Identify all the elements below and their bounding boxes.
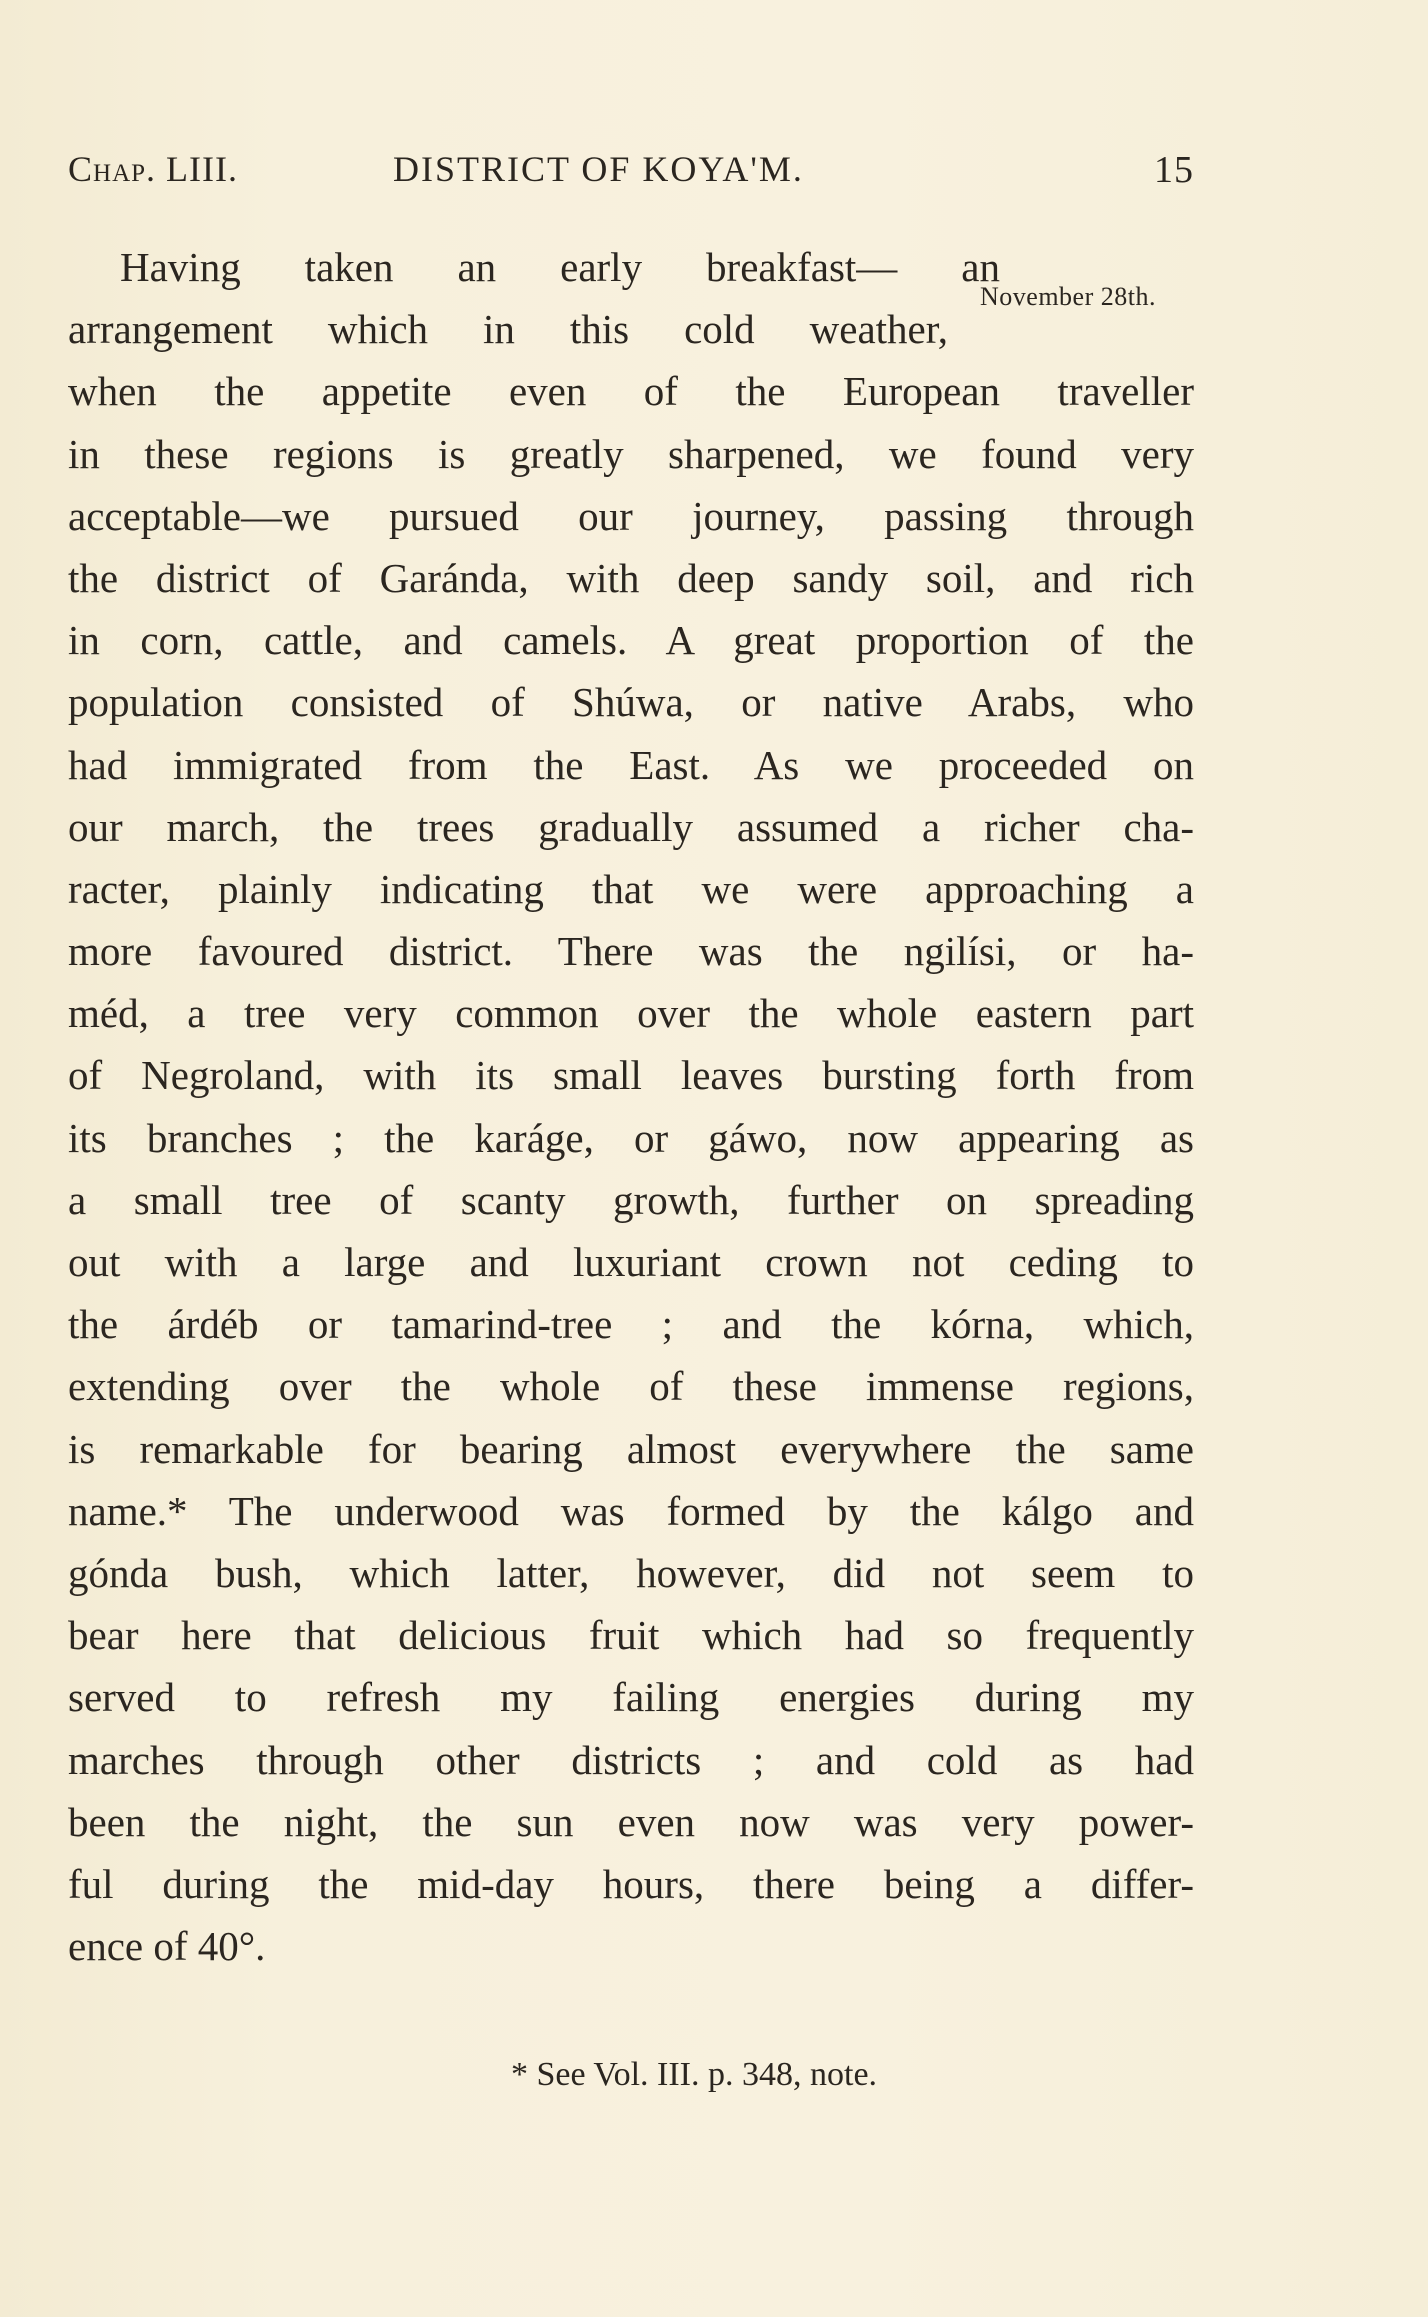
text-line: marches through other districts ; and cold as had bbox=[68, 1736, 1194, 1783]
text-line: a small tree of scanty growth, further on spreading bbox=[68, 1176, 1194, 1223]
text-line: our march, the trees gradually assumed a richer cha- bbox=[68, 803, 1194, 850]
text-line: population consisted of Shúwa, or native Arabs, who bbox=[68, 679, 1194, 726]
text-line: in these regions is greatly sharpened, we found very bbox=[68, 430, 1194, 477]
page-header bbox=[68, 148, 1194, 192]
text-line: been the night, the sun even now was very power- bbox=[68, 1798, 1194, 1845]
text-line: bear here that delicious fruit which had so frequently bbox=[68, 1612, 1194, 1659]
text-line: out with a large and luxuriant crown not ceding to bbox=[68, 1239, 1194, 1285]
running-title: DISTRICT OF KOYA'M. bbox=[393, 149, 804, 189]
text-line: is remarkable for bearing almost everywhere the same bbox=[68, 1425, 1194, 1472]
text-line: more favoured district. There was the ngilísi, or ha- bbox=[68, 928, 1194, 975]
page-number: 15 bbox=[1154, 149, 1194, 191]
text-line: in corn, cattle, and camels. A great proportion of the bbox=[68, 617, 1194, 664]
text-line: had immigrated from the East. As we proceeded on bbox=[68, 741, 1194, 788]
text-line: racter, plainly indicating that we were approaching a bbox=[68, 865, 1194, 912]
text-line: ence of 40°. bbox=[68, 1923, 266, 1970]
text-line: the district of Garánda, with deep sandy soil, and rich bbox=[68, 554, 1194, 601]
text-line: Having taken an early breakfast— an bbox=[120, 244, 1000, 290]
text-line: acceptable—we pursued our journey, passing through bbox=[68, 492, 1194, 539]
text-line: of Negroland, with its small leaves bursting forth from bbox=[68, 1052, 1194, 1099]
text-line: the árdéb or tamarind-tree ; and the kórna, which, bbox=[68, 1301, 1194, 1348]
chapter-label: Chap. LIII. bbox=[68, 149, 238, 189]
text-line: gónda bush, which latter, however, did not seem to bbox=[68, 1549, 1194, 1596]
body-paragraph bbox=[68, 236, 1194, 1977]
margin-date-note: November 28th. bbox=[980, 282, 1156, 311]
text-line: méd, a tree very common over the whole eastern part bbox=[68, 990, 1194, 1037]
text-line: extending over the whole of these immense regions, bbox=[68, 1363, 1194, 1410]
text-line: when the appetite even of the European traveller bbox=[68, 368, 1194, 415]
footnote-text: * See Vol. III. p. 348, note. bbox=[510, 2056, 878, 2093]
text-line: arrangement which in this cold weather, bbox=[68, 306, 948, 353]
footnote bbox=[0, 2056, 1428, 2094]
text-line: served to refresh my failing energies during my bbox=[68, 1674, 1194, 1721]
text-line: ful during the mid-day hours, there being a differ- bbox=[68, 1860, 1194, 1907]
text-line: its branches ; the karáge, or gáwo, now appearing as bbox=[68, 1114, 1194, 1161]
text-line: name.* The underwood was formed by the kálgo and bbox=[68, 1487, 1194, 1534]
